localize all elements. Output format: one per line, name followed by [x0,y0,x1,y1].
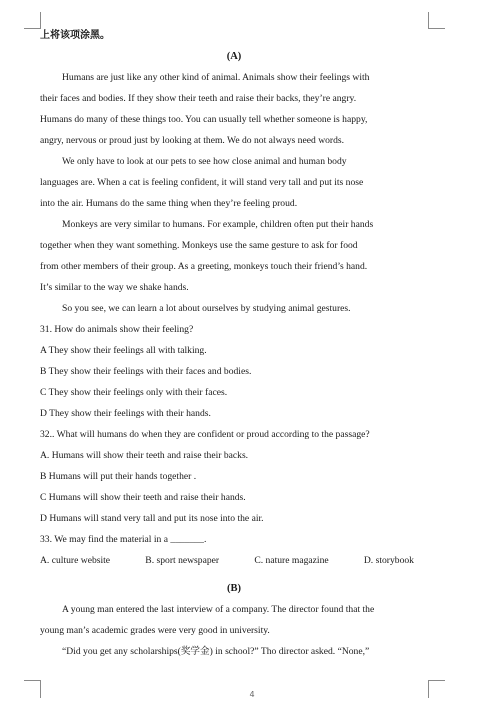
question-option: A. Humans will show their teeth and raise their backs. [40,450,249,461]
page-number: 4 [249,690,255,699]
question-option: D Humans will stand very tall and put its nose into the air. [40,513,264,524]
question-options-row [40,550,414,571]
question-option: C Humans will show their teeth and raise their hands. [40,492,246,503]
question-32 [40,424,428,529]
crop-mark-top-right [428,12,429,28]
passage-line: languages are. When a cat is feeling confident, it will stand very tall and put its nose [40,177,364,188]
crop-mark-top-right-h [428,28,445,29]
question-option: D. storybook [363,555,414,566]
question-stem: 33. We may find the material in a _______. [40,534,207,545]
passage-line: into the air. Humans do the same thing when they’re feeling proud. [40,198,298,209]
question-option: D They show their feelings with their hands. [40,408,211,419]
question-option: B Humans will put their hands together . [40,471,197,482]
question-option: A They show their feelings all with talking. [40,345,207,356]
passage-line: “Did you get any scholarships(奖学金) in school?” Tho director asked. “None,” [62,646,370,657]
section-b-heading: (B) [227,583,241,594]
question-33 [40,529,428,571]
passage-line: Humans are just like any other kind of animal. Animals show their feelings with [62,72,370,83]
crop-mark-bottom-left-h [24,680,41,681]
question-option: B They show their feelings with their faces and bodies. [40,366,252,377]
passage-line: angry, nervous or proud just by looking at them. We do not always need words. [40,135,345,146]
question-option: C They show their feelings only with their faces. [40,387,228,398]
question-option: A. culture website [40,555,111,566]
passage-line: So you see, we can learn a lot about ourselves by studying animal gestures. [62,303,351,314]
document-page [40,26,428,662]
passage-line: together when they want something. Monkeys use the same gesture to ask for food [40,240,358,251]
crop-mark-top-left-h [24,28,41,29]
passage-a-paragraph-4 [40,298,428,319]
passage-line: Humans do many of these things too. You can usually tell whether someone is happy, [40,114,368,125]
passage-a-paragraph-2 [40,151,428,214]
passage-a-paragraph-3 [40,214,428,298]
instruction-text: 上将该项涂黑。 [40,30,110,41]
question-31 [40,319,428,424]
question-option: C. nature magazine [254,555,329,566]
passage-line: We only have to look at our pets to see how close animal and human body [62,156,347,167]
question-option: B. sport newspaper [145,555,220,566]
passage-line: A young man entered the last interview of a company. The director found that the [62,604,375,615]
passage-line: Monkeys are very similar to humans. For example, children often put their hands [62,219,374,230]
passage-line: young man’s academic grades were very good in university. [40,625,270,636]
section-a-heading: (A) [226,51,242,62]
passage-line: their faces and bodies. If they show their teeth and raise their backs, they’re angry. [40,93,357,104]
question-stem: 31. How do animals show their feeling? [40,324,194,335]
passage-a-paragraph-1 [40,67,428,151]
passage-b [40,599,428,662]
crop-mark-bottom-right-h [428,680,445,681]
question-stem: 32.. What will humans do when they are confident or proud according to the passage? [40,429,370,440]
passage-line: It’s similar to the way we shake hands. [40,282,189,293]
passage-line: from other members of their group. As a greeting, monkeys touch their friend’s hand. [40,261,368,272]
